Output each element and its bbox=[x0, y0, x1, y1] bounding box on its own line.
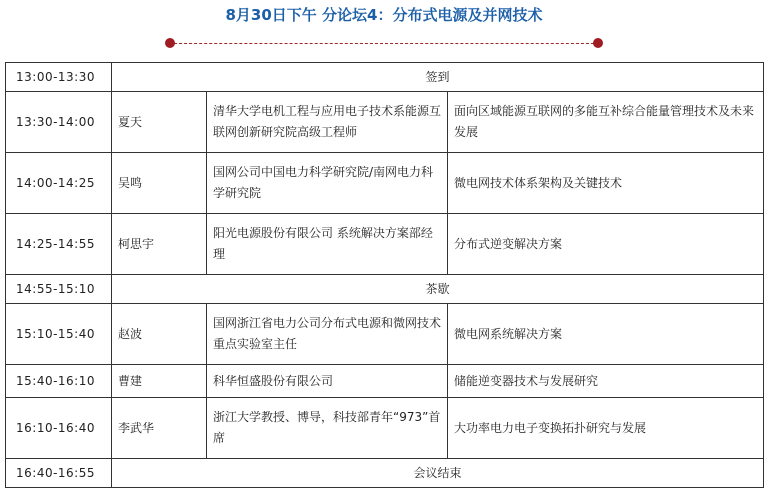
speaker-cell: 李武华 bbox=[112, 398, 207, 459]
schedule-table bbox=[5, 62, 764, 488]
topic-cell: 分布式逆变解决方案 bbox=[448, 214, 764, 275]
time-cell: 15:10-15:40 bbox=[6, 304, 112, 365]
time-cell: 14:25-14:55 bbox=[6, 214, 112, 275]
time-cell: 14:00-14:25 bbox=[6, 153, 112, 214]
speaker-cell: 曹建 bbox=[112, 365, 207, 398]
topic-cell: 微电网系统解决方案 bbox=[448, 304, 764, 365]
table-row bbox=[6, 304, 764, 365]
table-row bbox=[6, 214, 764, 275]
divider-right-dot bbox=[593, 38, 603, 48]
organization-cell: 阳光电源股份有限公司 系统解决方案部经理 bbox=[207, 214, 448, 275]
topic-cell: 储能逆变器技术与发展研究 bbox=[448, 365, 764, 398]
table-row bbox=[6, 275, 764, 304]
organization-cell: 浙江大学教授、博导，科技部青年“973”首席 bbox=[207, 398, 448, 459]
time-cell: 13:30-14:00 bbox=[6, 92, 112, 153]
merged-cell: 签到 bbox=[112, 63, 764, 92]
speaker-cell: 柯思宇 bbox=[112, 214, 207, 275]
time-cell: 14:55-15:10 bbox=[6, 275, 112, 304]
time-cell: 13:00-13:30 bbox=[6, 63, 112, 92]
divider-left-dot bbox=[165, 38, 175, 48]
topic-cell: 面向区域能源互联网的多能互补综合能量管理技术及未来发展 bbox=[448, 92, 764, 153]
table-row bbox=[6, 398, 764, 459]
organization-cell: 科华恒盛股份有限公司 bbox=[207, 365, 448, 398]
table-row bbox=[6, 63, 764, 92]
table-row bbox=[6, 365, 764, 398]
table-row bbox=[6, 92, 764, 153]
speaker-cell: 夏天 bbox=[112, 92, 207, 153]
speaker-cell: 吴鸣 bbox=[112, 153, 207, 214]
time-cell: 16:10-16:40 bbox=[6, 398, 112, 459]
topic-cell: 微电网技术体系架构及关键技术 bbox=[448, 153, 764, 214]
merged-cell: 会议结束 bbox=[112, 459, 764, 488]
speaker-cell: 赵波 bbox=[112, 304, 207, 365]
topic-cell: 大功率电力电子变换拓扑研究与发展 bbox=[448, 398, 764, 459]
time-cell: 15:40-16:10 bbox=[6, 365, 112, 398]
table-row bbox=[6, 459, 764, 488]
organization-cell: 清华大学电机工程与应用电子技术系能源互联网创新研究院高级工程师 bbox=[207, 92, 448, 153]
title-divider bbox=[169, 43, 599, 44]
organization-cell: 国网公司中国电力科学研究院/南网电力科学研究院 bbox=[207, 153, 448, 214]
organization-cell: 国网浙江省电力公司分布式电源和微网技术重点实验室主任 bbox=[207, 304, 448, 365]
merged-cell: 茶歇 bbox=[112, 275, 764, 304]
time-cell: 16:40-16:55 bbox=[6, 459, 112, 488]
page-title: 8月30日下午 分论坛4：分布式电源及并网技术 bbox=[225, 6, 543, 24]
table-row bbox=[6, 153, 764, 214]
